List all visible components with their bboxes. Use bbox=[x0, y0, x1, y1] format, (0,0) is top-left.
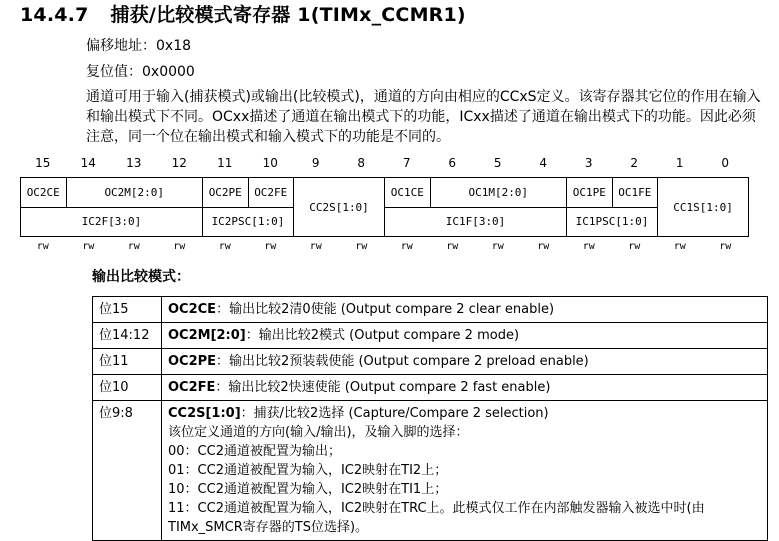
field-cc1s: CC1S[1:0] bbox=[658, 178, 749, 237]
register-bit-map bbox=[20, 177, 749, 237]
bit-number: 6 bbox=[448, 156, 457, 170]
bit-number: 12 bbox=[171, 156, 187, 170]
field-oc1fe: OC1FE bbox=[612, 178, 658, 208]
table-row bbox=[93, 401, 768, 541]
bit-range: 位11 bbox=[93, 349, 162, 375]
bit-description-table bbox=[92, 296, 768, 541]
field-name: OC2M[2:0] bbox=[168, 328, 246, 343]
section-heading bbox=[20, 0, 466, 27]
field-cc2s: CC2S[1:0] bbox=[294, 178, 385, 237]
output-compare-heading: 输出比较模式： bbox=[92, 269, 190, 285]
access-type: rw bbox=[446, 241, 459, 252]
bit-number: 5 bbox=[493, 156, 502, 170]
field-summary: ：捕获/比较2选择 (Capture/Compare 2 selection) bbox=[240, 406, 549, 421]
section-number: 14.4.7 bbox=[20, 4, 89, 26]
table-row bbox=[93, 323, 768, 349]
bit-description bbox=[162, 349, 768, 375]
field-ic1psc: IC1PSC[1:0] bbox=[567, 207, 658, 237]
detail-line: 11：CC2通道被配置为输入，IC2映射在TRC上。此模式仅工作在内部触发器输入被选中时(由 bbox=[168, 501, 705, 516]
bit-range: 位15 bbox=[93, 297, 162, 323]
field-name: OC2PE bbox=[168, 354, 217, 369]
bit-number: 11 bbox=[217, 156, 233, 170]
bit-number: 15 bbox=[35, 156, 51, 170]
bit-description bbox=[162, 401, 768, 541]
detail-line: 10：CC2通道被配置为输入，IC2映射在TI1上； bbox=[168, 482, 448, 497]
bit-number: 7 bbox=[402, 156, 411, 170]
bit-number: 1 bbox=[675, 156, 684, 170]
bit-number: 13 bbox=[126, 156, 142, 170]
field-oc1ce: OC1CE bbox=[385, 178, 431, 208]
field-summary: ：输出比较2模式 (Output compare 2 mode) bbox=[245, 328, 520, 343]
access-type: rw bbox=[127, 241, 140, 252]
access-type: rw bbox=[355, 241, 368, 252]
bit-range: 位10 bbox=[93, 375, 162, 401]
field-oc2pe: OC2PE bbox=[203, 178, 249, 208]
bit-range: 位14:12 bbox=[93, 323, 162, 349]
bit-number: 14 bbox=[80, 156, 96, 170]
access-type: rw bbox=[36, 241, 49, 252]
detail-line: 00：CC2通道被配置为输出； bbox=[168, 444, 341, 459]
access-type: rw bbox=[173, 241, 186, 252]
field-oc2m: OC2M[2:0] bbox=[66, 178, 203, 208]
field-summary: ：输出比较2清0使能 (Output compare 2 clear enable) bbox=[216, 302, 555, 317]
field-name: CC2S[1:0] bbox=[168, 406, 241, 421]
field-summary: ：输出比较2预装载使能 (Output compare 2 preload enable) bbox=[216, 354, 589, 369]
bit-number: 0 bbox=[721, 156, 730, 170]
access-type: rw bbox=[264, 241, 277, 252]
bit-description bbox=[162, 323, 768, 349]
bit-range: 位9:8 bbox=[93, 401, 162, 541]
field-oc1m: OC1M[2:0] bbox=[430, 178, 567, 208]
section-title: 捕获/比较模式寄存器 1(TIMx_CCMR1) bbox=[110, 4, 466, 26]
detail-line: 该位定义通道的方向(输入/输出)，及输入脚的选择： bbox=[168, 425, 469, 440]
table-row bbox=[93, 349, 768, 375]
access-row bbox=[20, 241, 749, 255]
reset-value: 复位值：0x0000 bbox=[86, 64, 195, 80]
bit-number: 8 bbox=[357, 156, 366, 170]
field-oc2fe: OC2FE bbox=[248, 178, 294, 208]
access-type: rw bbox=[719, 241, 732, 252]
table-row bbox=[93, 375, 768, 401]
access-type: rw bbox=[309, 241, 322, 252]
register-description: 通道可用于输入(捕获模式)或输出(比较模式)，通道的方向由相应的CCxS定义。该寄存器其它位的作用在输入和输出模式下不同。OCxx描述了通道在输出模式下的功能，ICxx描述了通道在输出模式下的功能。因此必须注意，同一个位在输出模式和输入模式下的功能是不同的。 bbox=[86, 89, 761, 145]
access-type: rw bbox=[537, 241, 550, 252]
field-name: OC2CE bbox=[168, 302, 217, 317]
access-type: rw bbox=[582, 241, 595, 252]
field-ic1f: IC1F[3:0] bbox=[385, 207, 567, 237]
bit-number: 9 bbox=[311, 156, 320, 170]
detail-line: TIMx_SMCR寄存器的TS位选择)。 bbox=[168, 520, 369, 535]
bit-number: 4 bbox=[539, 156, 548, 170]
field-ic2psc: IC2PSC[1:0] bbox=[203, 207, 294, 237]
detail-line: 01：CC2通道被配置为输入，IC2映射在TI2上； bbox=[168, 463, 448, 478]
bit-number-row bbox=[20, 156, 749, 172]
bit-description bbox=[162, 297, 768, 323]
access-type: rw bbox=[673, 241, 686, 252]
field-ic2f: IC2F[3:0] bbox=[21, 207, 203, 237]
field-oc2ce: OC2CE bbox=[21, 178, 67, 208]
bit-number: 3 bbox=[584, 156, 593, 170]
bit-description bbox=[162, 375, 768, 401]
access-type: rw bbox=[218, 241, 231, 252]
access-type: rw bbox=[628, 241, 641, 252]
access-type: rw bbox=[491, 241, 504, 252]
field-summary: ：输出比较2快速使能 (Output compare 2 fast enable) bbox=[215, 380, 551, 395]
access-type: rw bbox=[400, 241, 413, 252]
field-oc1pe: OC1PE bbox=[567, 178, 613, 208]
bit-number: 10 bbox=[262, 156, 278, 170]
field-name: OC2FE bbox=[168, 380, 216, 395]
bit-number: 2 bbox=[630, 156, 639, 170]
access-type: rw bbox=[82, 241, 95, 252]
offset-address: 偏移地址：0x18 bbox=[86, 38, 192, 54]
table-row bbox=[93, 297, 768, 323]
